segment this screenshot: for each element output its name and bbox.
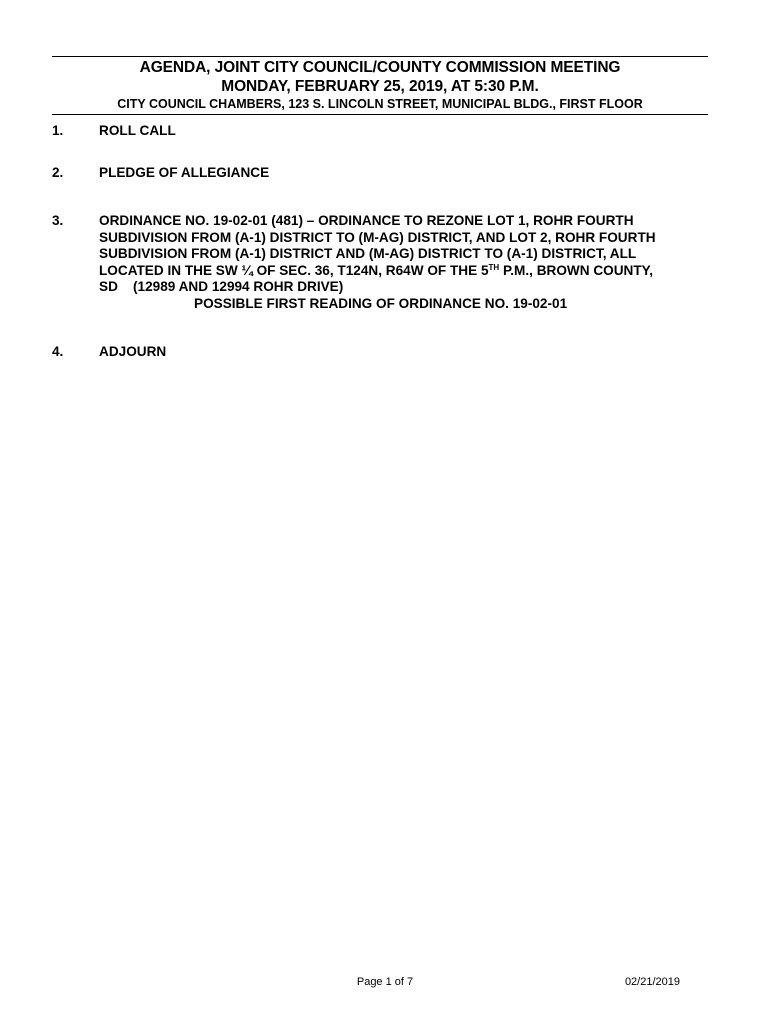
page-number: Page 1 of 7 [356, 976, 414, 988]
item-number: 4. [52, 344, 64, 359]
item-number: 1. [52, 123, 64, 138]
ordinance-line-part: P.M., BROWN COUNTY, [499, 262, 653, 278]
agenda-header [52, 56, 708, 115]
agenda-item-ordinance [52, 213, 708, 313]
item-number: 3. [52, 213, 64, 228]
meeting-datetime: MONDAY, FEBRUARY 25, 2019, AT 5:30 P.M. [221, 78, 539, 95]
ordinance-line: SUBDIVISION FROM (A-1) DISTRICT TO (M-AG) DISTRICT, AND LOT 2, ROHR FOURTH [99, 229, 656, 245]
item-text: PLEDGE OF ALLEGIANCE [99, 165, 270, 180]
agenda-item-roll-call [52, 123, 708, 140]
agenda-title: AGENDA, JOINT CITY COUNCIL/COUNTY COMMISSION MEETING [139, 59, 621, 76]
meeting-location: CITY COUNCIL CHAMBERS, 123 S. LINCOLN STREET, MUNICIPAL BLDG., FIRST FLOOR [117, 97, 643, 111]
superscript-th: TH [488, 262, 500, 272]
ordinance-description [99, 213, 679, 296]
ordinance-reading: POSSIBLE FIRST READING OF ORDINANCE NO. 19-02-01 [194, 295, 568, 311]
ordinance-line: ORDINANCE NO. 19-02-01 (481) – ORDINANCE TO REZONE LOT 1, ROHR FOURTH [99, 213, 634, 228]
ordinance-line [99, 263, 679, 280]
item-number: 2. [52, 165, 64, 180]
agenda-item-adjourn [52, 344, 708, 361]
item-text: ADJOURN [99, 344, 167, 359]
agenda-item-pledge [52, 165, 708, 182]
item-text: ROLL CALL [99, 123, 176, 138]
ordinance-line: SUBDIVISION FROM (A-1) DISTRICT AND (M-AG) DISTRICT TO (A-1) DISTRICT, ALL [99, 246, 637, 262]
ordinance-line-part: LOCATED IN THE SW ¼ OF SEC. 36, T124N, R64W OF THE 5 [99, 262, 489, 278]
ordinance-line: SD (12989 AND 12994 ROHR DRIVE) [99, 279, 344, 295]
document-date: 02/21/2019 [624, 976, 680, 988]
